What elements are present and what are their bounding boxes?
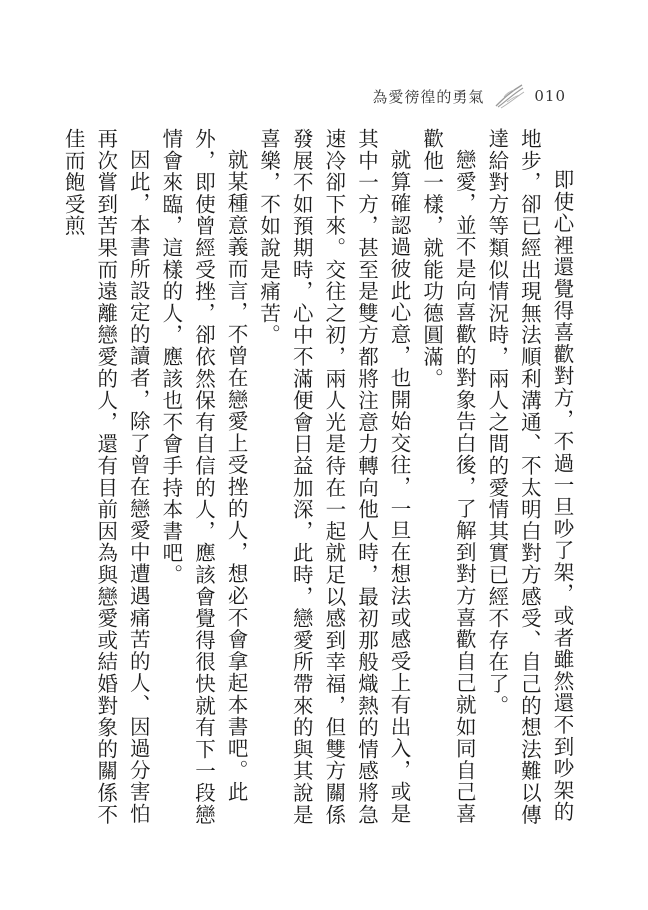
running-header	[372, 82, 566, 110]
paragraph: 即使心裡還覺得喜歡對方，不過一旦吵了架，或者雖然還不到吵架的地步，卻已經出現無法順利溝通、不太明白對方感受、自己的想法難以傳達給對方等類似情況時，兩人之間的愛情其實已經不存在了。	[484, 128, 574, 826]
paragraph: 戀愛，並不是向喜歡的對象告白後，了解到對方喜歡自己就如同自己喜歡他一樣，就能功德圓滿。	[419, 128, 477, 825]
feather-ornament-icon	[492, 82, 526, 110]
body-text	[57, 128, 579, 833]
paragraph: 因此，本書所設定的讀者，除了曾在戀愛中遭遇痛苦的人、因過分害怕再次嘗到苦果而遠離戀愛的人，還有目前因為與戀愛或結婚對象的關係不佳而飽受煎	[61, 128, 151, 826]
chapter-title: 為愛徬徨的勇氣	[372, 87, 485, 106]
page-number: 010	[534, 87, 566, 105]
paragraph: 就某種意義而言，不曾在戀愛上受挫的人，想必不會拿起本書吧。此外，即使曾經受挫，卻依然保有自信的人，應該會覺得很快就有下一段戀情會來臨，這樣的人，應該也不會手持本書吧。	[158, 128, 249, 826]
paragraph: 就算確認過彼此心意，也開始交往，一旦在想法或感受上有出入，或是其中一方，甚至是雙方都將注意力轉向他人時，最初那般熾熱的情感將急速冷卻下來。交往之初，兩人光是待在一起就足以感到幸福，但雙方關係發展不如預期時，心中不滿便會日益加深，此時，戀愛所帶來的與其說是喜樂，不如說是痛苦。	[256, 128, 412, 826]
